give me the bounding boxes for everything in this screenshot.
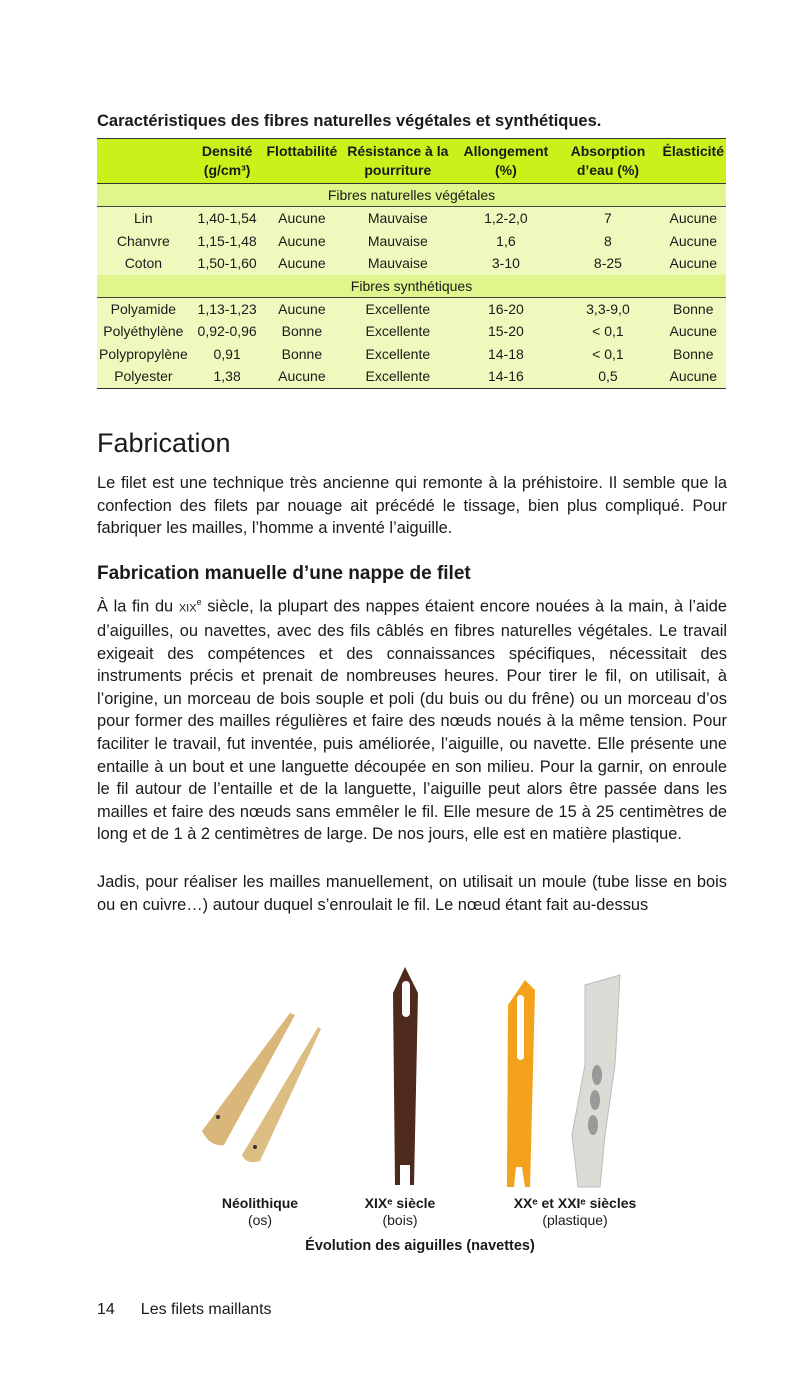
table-cell: Aucune <box>265 297 340 320</box>
table-cell: Aucune <box>660 230 726 253</box>
needles-illustration <box>180 955 660 1195</box>
table-cell: 16-20 <box>456 297 555 320</box>
table-cell: Coton <box>97 252 190 275</box>
intro-paragraph: Le filet est une technique très ancienne qui remonte à la préhistoire. Il semble que la confection des filets par nouage ait précédé le tissage, bien plus compliqué. Pour fabriquer les mailles, l’homme a inventé l’aiguille. <box>97 474 727 538</box>
section-row <box>97 275 726 298</box>
label-sub: (os) <box>247 1212 273 1228</box>
table-cell: 0,5 <box>555 365 660 388</box>
table-cell: 1,2-2,0 <box>456 207 555 230</box>
table-cell: 0,92-0,96 <box>190 320 265 343</box>
table-cell: Aucune <box>265 207 340 230</box>
table-row <box>97 252 726 275</box>
table-cell: Excellente <box>339 365 456 388</box>
wood-needle-image <box>393 967 418 1185</box>
table-cell: Aucune <box>660 252 726 275</box>
label-20th-21st-century <box>490 1195 660 1229</box>
label-neolithic <box>200 1195 320 1229</box>
table-row <box>97 365 726 388</box>
p1-text: À la fin du <box>97 597 179 616</box>
needles-figure <box>180 955 660 1255</box>
table-cell: Bonne <box>660 343 726 366</box>
table-cell: Bonne <box>265 343 340 366</box>
table-row <box>97 230 726 253</box>
table-cell: 1,40-1,54 <box>190 207 265 230</box>
white-plastic-needle-image <box>572 975 620 1187</box>
table-header-row <box>97 139 726 184</box>
table-cell: Aucune <box>265 365 340 388</box>
label-title: Néolithique <box>221 1195 299 1211</box>
superscript: e <box>196 597 202 607</box>
table-cell: 14-18 <box>456 343 555 366</box>
label-title: XIXᵉ siècle <box>364 1195 436 1211</box>
section-label: Fibres naturelles végétales <box>97 184 726 207</box>
table-cell: 7 <box>555 207 660 230</box>
column-header: Densité (g/cm³) <box>190 139 265 184</box>
table-cell: 14-16 <box>456 365 555 388</box>
table-cell: 1,13-1,23 <box>190 297 265 320</box>
column-header: Allongement (%) <box>456 139 555 184</box>
table-cell: Polyester <box>97 365 190 388</box>
fiber-table <box>97 138 726 389</box>
table-cell: Bonne <box>265 320 340 343</box>
column-header: Résistance à la pourriture <box>339 139 456 184</box>
table-row <box>97 343 726 366</box>
body-paragraph-1 <box>97 591 727 846</box>
table-cell: Mauvaise <box>339 207 456 230</box>
table-cell: Polyéthylène <box>97 320 190 343</box>
subsection-heading: Fabrication manuelle d’une nappe de filet <box>97 563 471 584</box>
table-cell: 0,91 <box>190 343 265 366</box>
table-cell: Lin <box>97 207 190 230</box>
page-number: 14 <box>97 1301 115 1318</box>
table-cell: 1,15-1,48 <box>190 230 265 253</box>
table-cell: Excellente <box>339 343 456 366</box>
label-19th-century <box>340 1195 460 1229</box>
table-cell: Mauvaise <box>339 230 456 253</box>
table-row <box>97 207 726 230</box>
table-cell: Polypropylène <box>97 343 190 366</box>
table-row <box>97 320 726 343</box>
table-cell: 8 <box>555 230 660 253</box>
table-cell: Polyamide <box>97 297 190 320</box>
table-cell: Chanvre <box>97 230 190 253</box>
table-caption: Caractéristiques des fibres naturelles végétales et synthétiques. <box>97 112 602 130</box>
label-sub: (bois) <box>382 1212 418 1228</box>
label-title: XXᵉ et XXIᵉ siècles <box>513 1195 637 1211</box>
section-row <box>97 184 726 207</box>
body-paragraph-2: Jadis, pour réaliser les mailles manuellement, on utilisait un moule (tube lisse en bois ou en cuivre…) autour duquel s’enroulait le fil. Le nœud étant fait au-dessus <box>97 873 727 914</box>
table-cell: < 0,1 <box>555 343 660 366</box>
section-label: Fibres synthétiques <box>97 275 726 298</box>
p1-text-rest: siècle, la plupart des nappes étaient encore nouées à la main, à l’aide d’aiguilles, ou navettes, avec des fils câblés en fibres naturelles végétales. Le travail exigeait des compétences et des connaissances spécifiques, nécessitait des instruments précis et prenait de nombreuses heures. Pour tirer le fil, on utilisait, à l’origine, un morceau de bois souple et poli (du buis ou du frêne) ou un morceau d’os pour former des mailles régulières et faire des nœuds noués à la même tension. Pour faciliter le travail, fut inventée, puis améliorée, l’aiguille, ou navette. Elle présente une entaille à un bout et une languette découpée en son milieu. Pour la garnir, on enroule le fil autour de l’entaille et de la languette, l’aiguille peut alors être passée dans les mailles et faire des nœuds sans emmêler le fil. Elle mesure de 15 à 25 centimètres de long et de 1 à 2 centimètres de large. De nos jours, elle est en matière plastique. <box>97 597 727 844</box>
column-header <box>97 139 190 184</box>
table-cell: Excellente <box>339 297 456 320</box>
orange-plastic-needle-image <box>507 980 535 1187</box>
table-cell: < 0,1 <box>555 320 660 343</box>
table-cell: 1,6 <box>456 230 555 253</box>
bone-needles-image <box>202 1013 321 1162</box>
table-cell: Excellente <box>339 320 456 343</box>
figure-caption: Évolution des aiguilles (navettes) <box>305 1238 535 1254</box>
table-cell: 1,50-1,60 <box>190 252 265 275</box>
column-header: Flottabilité <box>265 139 340 184</box>
table-cell: Aucune <box>660 320 726 343</box>
table-cell: Bonne <box>660 297 726 320</box>
table-cell: Aucune <box>660 365 726 388</box>
table-cell: 8-25 <box>555 252 660 275</box>
table-row <box>97 297 726 320</box>
running-title: Les filets maillants <box>140 1301 272 1318</box>
table-cell: 1,38 <box>190 365 265 388</box>
label-sub: (plastique) <box>542 1212 608 1228</box>
table-cell: 15-20 <box>456 320 555 343</box>
table-cell: 3-10 <box>456 252 555 275</box>
table-cell: Aucune <box>265 230 340 253</box>
table-cell: Aucune <box>660 207 726 230</box>
century-numeral: XIX <box>178 602 197 615</box>
table-cell: Mauvaise <box>339 252 456 275</box>
column-header: Absorption d’eau (%) <box>555 139 660 184</box>
table-cell: 3,3-9,0 <box>555 297 660 320</box>
table-cell: Aucune <box>265 252 340 275</box>
page-footer <box>97 1301 298 1319</box>
column-header: Élasticité <box>660 139 726 184</box>
section-heading: Fabrication <box>97 428 231 458</box>
